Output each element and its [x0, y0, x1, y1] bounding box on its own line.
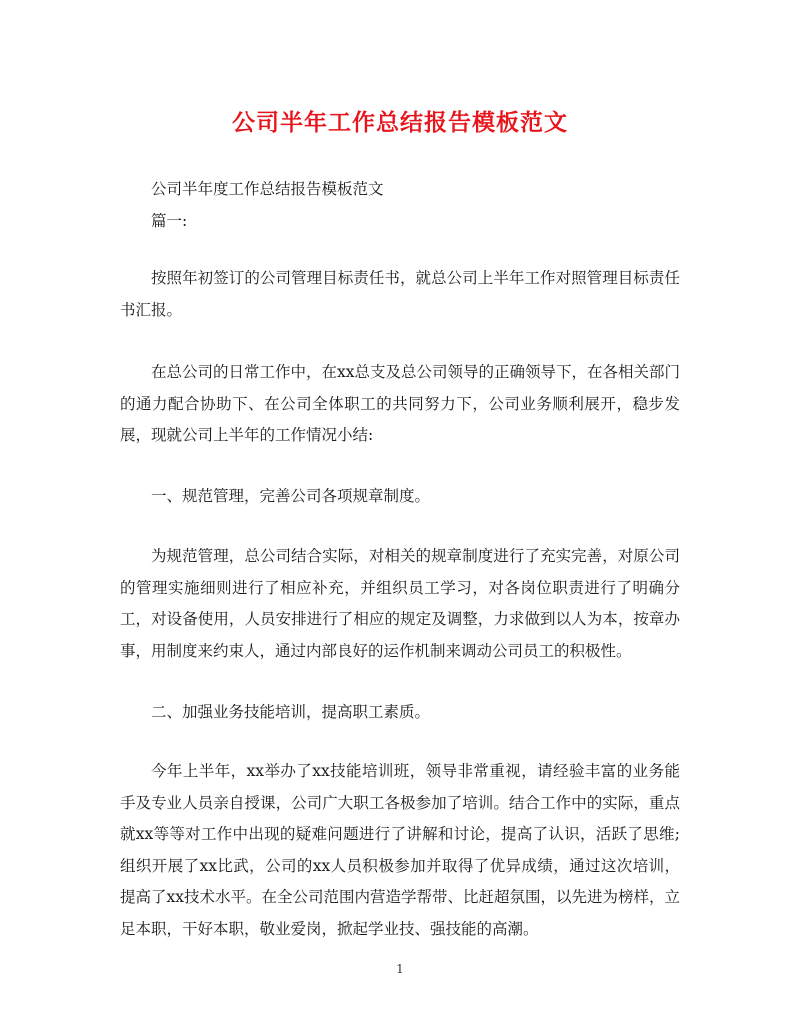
section-heading: 一、规范管理，完善公司各项规章制度。 — [151, 487, 431, 505]
paragraph: 今年上半年，xx举办了xx技能培训班，领导非常重视，请经验丰富的业务能手及专业人员亲自授课，公司广大职工各极参加了培训。结合工作中的实际，重点就xx等等对工作中出现的疑难问题进行了讲解和讨论，提高了认识，活跃了思维;组织开展了xx比武，公司的xx人员积极参加并取得了优异成绩，通过这次培训，提高了xx技术水平。在全公司范围内营造学帮带、比赶超氛围，以先进为榜样，立足本职，干好本职，敬业爱岗，掀起学业技、强技能的高潮。 — [120, 762, 680, 938]
paragraph: 为规范管理，总公司结合实际，对相关的规章制度进行了充实完善，对原公司的管理实施细则进行了相应补充，并组织员工学习，对各岗位职责进行了明确分工，对设备使用，人员安排进行了相应的规定及调整，力求做到以人为本，按章办事，用制度来约束人，通过内部良好的运作机制来调动公司员工的积极性。 — [120, 547, 680, 660]
section-heading: 二、加强业务技能培训，提高职工素质。 — [151, 703, 431, 721]
paragraph: 按照年初签订的公司管理目标责任书，就总公司上半年工作对照管理目标责任书汇报。 — [120, 269, 680, 319]
part-label: 篇一: — [151, 212, 188, 230]
document-title: 公司半年工作总结报告模板范文 — [232, 109, 568, 136]
page-number: 1 — [396, 962, 404, 976]
document-subtitle: 公司半年度工作总结报告模板范文 — [151, 180, 384, 198]
paragraph: 在总公司的日常工作中，在xx总支及总公司领导的正确领导下，在各相关部门的通力配合协助下、在公司全体职工的共同努力下，公司业务顺利展开，稳步发展，现就公司上半年的工作情况小结: — [120, 363, 680, 444]
